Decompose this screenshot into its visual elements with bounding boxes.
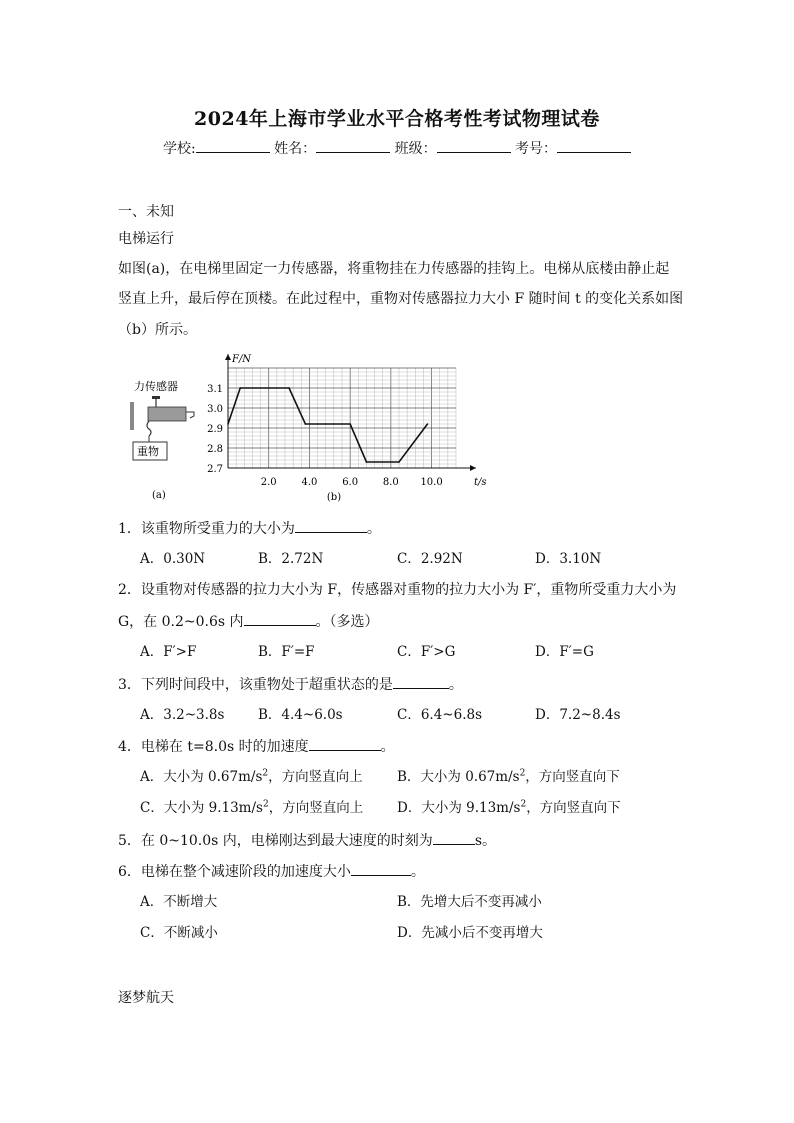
- question-1-option-c[interactable]: C．2.92N: [397, 551, 463, 567]
- force-time-series-line: [228, 388, 428, 462]
- intro-line-1: 如图(a)，在电梯里固定一力传感器，将重物挂在力传感器的挂钩上。电梯从底楼由静止起: [118, 261, 670, 277]
- x-tick-label: 6.0: [342, 477, 359, 488]
- question-3-stem: 3．下列时间段中，该重物处于超重状态的是 。: [118, 674, 463, 695]
- student-info-line: [0, 138, 794, 158]
- figure-b-force-time-chart: [198, 350, 488, 502]
- x-tick-label: 2.0: [260, 477, 277, 488]
- figure-b-caption: (b): [326, 492, 342, 502]
- question-3-answer-blank[interactable]: [393, 674, 449, 689]
- data-point: [305, 423, 307, 425]
- question-4-option-d[interactable]: D．大小为 $9.13m/s^2$，方向竖直向下: [397, 799, 621, 816]
- question-6-option-c[interactable]: C．不断减小: [140, 925, 218, 941]
- exam-number-label: 考号：: [515, 141, 558, 157]
- question-4-option-b[interactable]: B．大小为 $0.67m/s^2$，方向竖直向下: [397, 768, 620, 785]
- question-1-option-b[interactable]: B．2.72N: [258, 551, 324, 567]
- question-2-option-b[interactable]: B．F′=F: [258, 644, 315, 660]
- data-point: [366, 461, 368, 463]
- question-6-stem: 6．电梯在整个减速阶段的加速度大小 。: [118, 861, 425, 882]
- school-label: 学校:: [162, 141, 196, 157]
- class-label: 班级：: [394, 141, 437, 157]
- question-4-option-c[interactable]: C．大小为 $9.13m/s^2$，方向竖直向上: [140, 799, 364, 816]
- sensor-knob: [152, 396, 160, 399]
- x-axis-label: t/s: [474, 477, 487, 488]
- data-point: [288, 387, 290, 389]
- data-point: [239, 387, 241, 389]
- y-tick-label: 3.0: [207, 404, 223, 415]
- question-4-option-a[interactable]: A．大小为 $0.67m/s^2$，方向竖直向上: [140, 768, 363, 785]
- question-2-stem-line-1: 2．设重物对传感器的拉力大小为 F，传感器对重物的拉力大小为 F′，重物所受重力大小为: [118, 582, 677, 598]
- question-2-option-c[interactable]: C．F′>G: [397, 644, 456, 660]
- y-axis-arrow-icon: [225, 354, 231, 360]
- sensor-body: [148, 407, 186, 421]
- question-1-option-a[interactable]: A．0.30N: [140, 551, 206, 567]
- question-4-answer-blank[interactable]: [309, 736, 381, 751]
- topic-heading-space: 逐梦航天: [118, 990, 174, 1006]
- x-axis-arrow-icon: [470, 465, 476, 471]
- question-6-option-a[interactable]: A．不断增大: [140, 894, 218, 910]
- question-2-option-d[interactable]: D．F′=G: [535, 644, 594, 660]
- wall-mount: [130, 402, 134, 430]
- topic-heading-elevator: 电梯运行: [118, 231, 174, 247]
- weight-label: 重物: [137, 445, 159, 458]
- question-6-option-b[interactable]: B．先增大后不变再减小: [397, 894, 542, 910]
- question-2-stem-line-2: G，在 0.2~0.6s 内 。（多选）: [118, 611, 379, 632]
- question-1-option-d[interactable]: D．3.10N: [535, 551, 602, 567]
- intro-line-3: （b）所示。: [118, 322, 197, 338]
- y-axis-label: F/N: [232, 354, 252, 365]
- question-6-answer-blank[interactable]: [351, 861, 411, 876]
- question-1-answer-blank[interactable]: [295, 518, 367, 533]
- data-point: [349, 423, 351, 425]
- question-4-stem: 4．电梯在 t=8.0s 时的加速度 。: [118, 736, 395, 757]
- school-field[interactable]: [196, 138, 270, 153]
- section-heading: 一、未知: [118, 204, 174, 220]
- class-field[interactable]: [437, 138, 511, 153]
- sensor-label: 力传感器: [134, 380, 178, 393]
- question-1-stem: 1．该重物所受重力的大小为 。: [118, 518, 381, 539]
- question-5-stem: 5．在 0~10.0s 内，电梯刚达到最大速度的时刻为 s。: [118, 830, 496, 851]
- question-3-option-a[interactable]: A．3.2~3.8s: [140, 707, 225, 723]
- intro-line-2: 竖直上升，最后停在顶楼。在此过程中，重物对传感器拉力大小 F 随时间 t 的变化关系如图: [118, 291, 684, 307]
- question-3-option-c[interactable]: C．6.4~6.8s: [397, 707, 483, 723]
- hook-icon: [147, 421, 151, 436]
- question-5-answer-blank[interactable]: [433, 830, 475, 845]
- name-field[interactable]: [316, 138, 390, 153]
- exam-title: 2024年上海市学业水平合格考性考试物理试卷: [194, 108, 600, 130]
- data-point: [398, 461, 400, 463]
- y-tick-label: 2.8: [207, 444, 223, 455]
- y-tick-label: 2.7: [207, 464, 223, 475]
- question-3-option-d[interactable]: D．7.2~8.4s: [535, 707, 621, 723]
- sensor-cable: [186, 412, 194, 418]
- question-3-option-b[interactable]: B．4.4~6.0s: [258, 707, 343, 723]
- x-tick-label: 10.0: [420, 477, 443, 488]
- data-point: [227, 423, 229, 425]
- x-tick-label: 4.0: [301, 477, 318, 488]
- x-tick-label: 8.0: [382, 477, 399, 488]
- figure-a-sensor-diagram: [128, 370, 208, 502]
- question-6-option-d[interactable]: D．先减小后不变再增大: [397, 925, 543, 941]
- question-2-option-a[interactable]: A．F′>F: [140, 644, 197, 660]
- y-tick-label: 2.9: [207, 424, 223, 435]
- figure-a-caption: (a): [152, 490, 166, 501]
- data-point: [427, 423, 429, 425]
- name-label: 姓名：: [274, 141, 317, 157]
- question-2-answer-blank[interactable]: [244, 611, 316, 626]
- exam-number-field[interactable]: [557, 138, 631, 153]
- y-tick-label: 3.1: [207, 384, 223, 395]
